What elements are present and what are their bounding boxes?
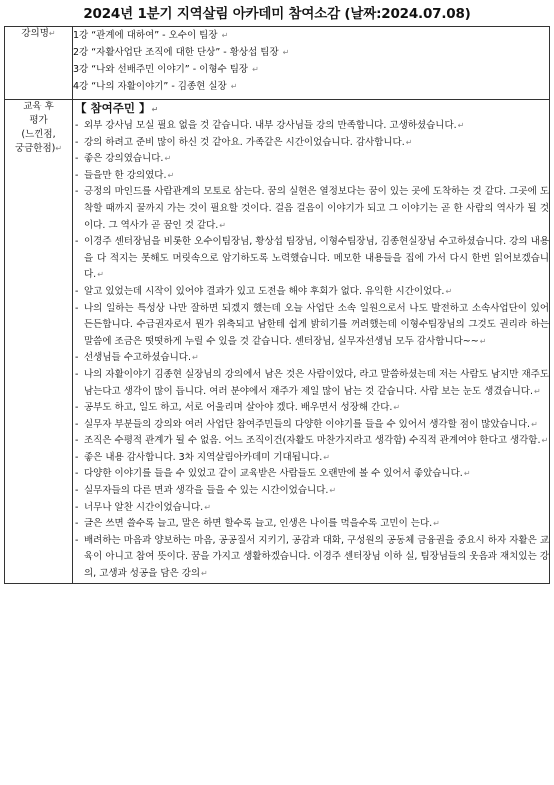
lecture-item: 2강 “자활사업단 조직에 대한 단상” - 황상섭 팀장 ↵	[73, 47, 290, 58]
comment-text: 좋은 강의였습니다.	[84, 153, 164, 165]
comment-text: 알고 있었는데 시작이 있어야 결과가 있고 도전을 해야 후회가 없다. 유익한 시간이었다.	[84, 285, 445, 297]
comment-item	[73, 450, 549, 467]
bullet-dash: -	[75, 368, 79, 380]
comment-text: 강의 하려고 준비 많이 하신 것 같아요. 가족같은 시간이었습니다. 감사합니다.	[84, 136, 405, 148]
bullet-dash: -	[75, 402, 79, 414]
evaluation-row	[5, 100, 550, 584]
comment-item	[73, 500, 549, 517]
comment-item	[73, 184, 549, 234]
comment-item	[73, 135, 549, 152]
bullet-dash: -	[75, 120, 79, 131]
return-mark: ↵	[167, 170, 175, 180]
document-title: 2024년 1분기 지역살림 아카데미 참여소감 (날짜:2024.07.08)	[83, 6, 471, 22]
comment-item	[73, 151, 549, 168]
comment-text: 좋은 내용 감사합니다. 3차 지역살림아카데미 기대됩니다.	[84, 451, 323, 463]
bullet-dash: -	[75, 186, 79, 198]
comment-item	[73, 533, 549, 583]
bullet-dash: -	[75, 285, 79, 297]
return-mark: ↵	[457, 121, 465, 130]
evaluation-label-line: (느낀점,	[21, 129, 56, 140]
comments-cell	[73, 100, 550, 584]
bullet-dash: -	[75, 485, 79, 497]
return-mark: ↵	[405, 137, 413, 147]
evaluation-label-line: 궁금한점)↵	[14, 143, 63, 154]
return-mark: ↵	[433, 519, 440, 529]
comment-item	[73, 367, 549, 400]
evaluation-label-cell	[5, 100, 73, 584]
return-mark: ↵	[533, 386, 541, 396]
lecture-label: 강의명	[21, 28, 49, 39]
comment-text: 실무자들의 다른 면과 생각을 들을 수 있는 시간이었습니다.	[84, 485, 329, 497]
return-mark: ↵	[323, 452, 330, 462]
return-mark: ↵	[97, 270, 104, 280]
bullet-dash: -	[75, 302, 79, 314]
comment-item	[73, 483, 549, 500]
comment-text: 나의 자활이야기 김종현 실장님의 강의에서 남은 것은 사람이었다, 라고 말씀하셨는데 저는 사람도 남지만 재주도 남는다고 생각이 많이 듭니다. 여러 분야에서 재주가 제일 많이 남는 것 같습니다. 사람 보는 눈도 생겼습니다.	[84, 368, 549, 397]
comment-item	[73, 301, 549, 351]
bullet-dash: -	[75, 451, 79, 463]
comment-text: 공부도 하고, 일도 하고, 서로 어울리며 살아야 겠다. 배우면서 성장해 간다.	[84, 402, 393, 414]
evaluation-label-line: 평가	[29, 115, 48, 126]
lecture-item: 3강 “나와 선배주민 이야기” - 이형수 팀장 ↵	[73, 64, 259, 75]
comment-item	[73, 284, 549, 301]
comment-text: 외부 강사님 모실 필요 없을 것 같습니다. 내부 강사님들 강의 만족합니다. 고생하셨습니다.	[84, 120, 457, 131]
comment-text: 실무자 부분들의 강의와 여러 사업단 참여주민들의 다양한 이야기를 들을 수 있어서 생각할 점이 많았습니다.	[84, 418, 531, 430]
comment-text: 다양한 이야기를 들을 수 있었고 같이 교육받은 사람들도 오랜만에 볼 수 있어서 좋았습니다.	[84, 468, 463, 480]
comment-item	[73, 234, 549, 284]
return-mark: ↵	[479, 336, 487, 346]
return-mark: ↵	[164, 154, 172, 164]
bullet-dash: -	[75, 136, 79, 148]
bullet-dash: -	[75, 518, 79, 530]
return-mark: ↵	[204, 502, 211, 512]
return-mark: ↵	[48, 29, 56, 38]
comment-item	[73, 516, 549, 533]
bullet-dash: -	[75, 418, 79, 430]
survey-table	[4, 26, 550, 584]
comment-item	[73, 433, 549, 450]
comment-text: 들을만 한 강의였다.	[84, 169, 167, 181]
return-mark: ↵	[463, 469, 471, 479]
comment-item	[73, 400, 549, 417]
comment-text: 조직은 수평적 관계가 될 수 없음. 어느 조직이건(자활도 마찬가지라고 생각함) 수직적 관계여야 한다고 생각함.	[84, 435, 541, 447]
return-mark: ↵	[192, 353, 199, 363]
return-mark: ↵	[201, 569, 208, 579]
return-mark: ↵	[445, 286, 453, 296]
comment-item	[73, 466, 549, 483]
bullet-dash: -	[75, 236, 79, 248]
comment-item	[73, 118, 549, 135]
comment-text: 이경주 센터장님을 비롯한 오수이팀장님, 황상섭 팀장님, 이형수팀장님, 김종현실장님 수고하셨습니다. 강의 내용을 다 적지는 못해도 머릿속으로 암기하도록 노력했습니다. 메모한 내용들을 집에 가서 다시 한번 읽어보겠습니다.	[84, 236, 549, 281]
bullet-dash: -	[75, 534, 79, 546]
comment-text: 글은 쓰면 쓸수록 늘고, 말은 하면 할수록 늘고, 인생은 나이를 먹을수록 고민이 는다.	[84, 518, 433, 530]
bullet-dash: -	[75, 468, 79, 480]
section-title: 【 참여주민 】↵	[75, 101, 159, 115]
bullet-dash: -	[75, 501, 79, 513]
comment-text: 긍정의 마인드를 사람관계의 모토로 삼는다. 꿈의 실현은 열정보다는 꿈이 있는 곳에 도착하는 것 같다. 그곳에 도착할 때까지 꿀까지 가는 것이 필요할 것이다. 걸음 걸음이 이야기가 되고 그 이야기는 곧 한 사람의 역사가 될 것이다. 그 역사가 곧 꿈인 것 같다.	[84, 186, 549, 231]
comment-text: 너무나 알찬 시간이었습니다.	[84, 501, 204, 513]
comment-text: 나의 일하는 특성상 나만 잘하면 되겠지 했는데 오늘 사업단 소속 일원으로서 나도 발전하고 소속사업단이 있어 든든합니다. 수급권자로서 뭔가 위축되고 남한테 쉽게 밝히기를 꺼려했는데 이형수팀장님의 그것도 권리라 하는 말씀에 조금은 떳떳하게 누릴 수 있을 것 같습니다. 센터장님, 실무자선생님 모두 감사합니다~~	[84, 302, 549, 347]
lecture-item: 1강 “관계에 대하여” - 오수이 팀장 ↵	[73, 30, 229, 41]
bullet-dash: -	[75, 153, 79, 165]
lecture-list	[73, 27, 550, 100]
evaluation-label-line: 교육 후	[23, 101, 54, 112]
bullet-dash: -	[75, 435, 79, 447]
comment-item	[73, 417, 549, 434]
comment-list	[73, 118, 549, 583]
lecture-item: 4강 “나의 자활이야기” - 김종현 실장 ↵	[73, 81, 238, 92]
comment-text: 선생님들 수고하셨습니다.	[84, 352, 191, 364]
lecture-row	[5, 27, 550, 100]
comment-item	[73, 168, 549, 185]
lecture-label-cell	[5, 27, 73, 100]
return-mark: ↵	[329, 486, 337, 496]
bullet-dash: -	[75, 169, 79, 181]
return-mark: ↵	[531, 419, 538, 429]
return-mark: ↵	[393, 403, 401, 413]
bullet-dash: -	[75, 352, 79, 364]
comment-item	[73, 350, 549, 367]
comment-text: 배려하는 마음과 양보하는 마음, 공공질서 지키기, 공감과 대화, 구성원의 공동체 금융권을 중요시 하자 자활은 교육이 아니고 참여 뜻이다. 꿈을 가지고 생활하겠습니다. 이경주 센터장님 이하 실, 팀장님들의 웃음과 재치있는 강의, 고생과 성공을 담은 강의	[84, 534, 549, 580]
return-mark: ↵	[219, 220, 226, 230]
return-mark: ↵	[541, 436, 549, 446]
